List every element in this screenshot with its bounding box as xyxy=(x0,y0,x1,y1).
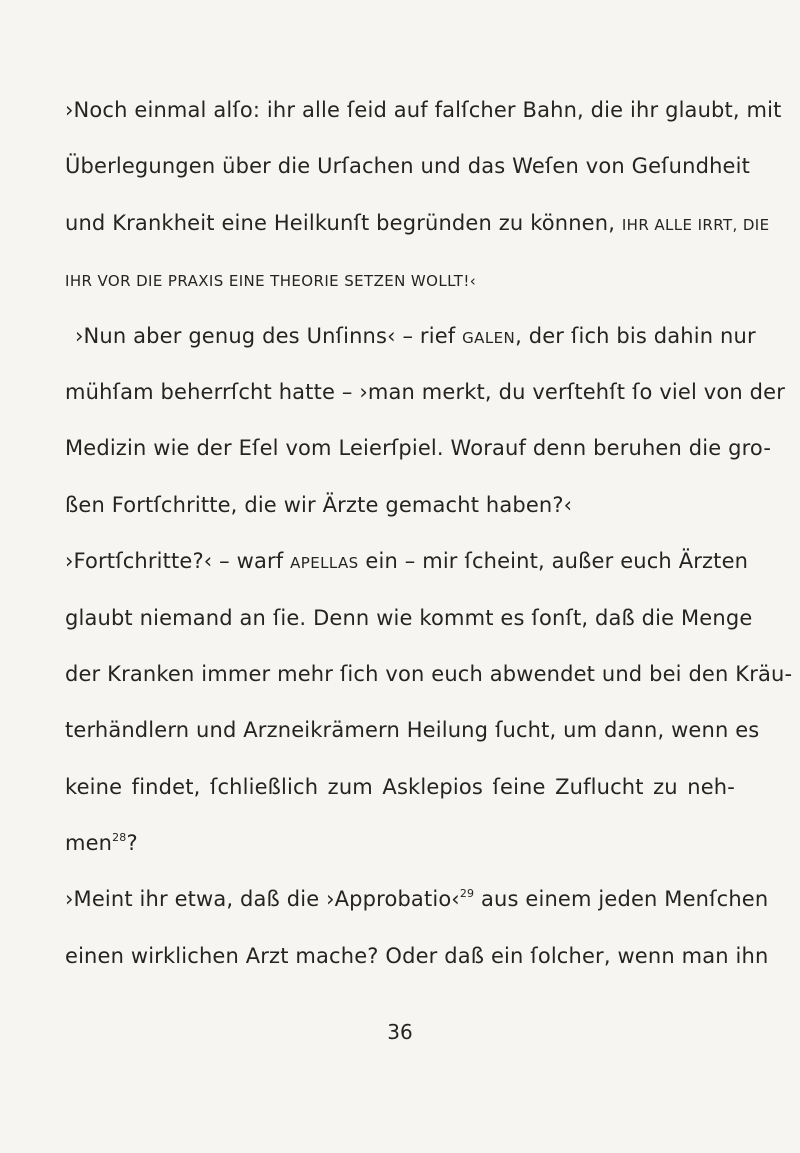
line-text: glaubt niemand an ſie. Denn wie kommt es ſonſt, daß die Menge xyxy=(65,605,753,630)
text-line xyxy=(65,533,749,589)
small-caps-name: IHR ALLE IRRT, DIE xyxy=(621,215,770,234)
body-text xyxy=(65,82,793,984)
text-line xyxy=(65,759,735,815)
line-text: Überlegungen über die Urſachen und das Weſen von Geſundheit xyxy=(65,154,750,179)
line-text: ›Meint ihr etwa, daß die ›Approbatio‹ xyxy=(65,887,460,912)
text-line xyxy=(65,138,750,194)
line-text: terhändlern und Arzneikrämern Heilung ſucht, um dann, wenn es xyxy=(65,718,760,743)
line-text: men xyxy=(65,831,113,856)
line-text: mühſam beherrſcht hatte – ›man merkt, du verſtehſt ſo viel von der xyxy=(65,379,785,404)
small-caps-name: APELLAS xyxy=(290,554,359,573)
small-caps-name: GALEN xyxy=(462,328,516,347)
text-line xyxy=(65,420,772,476)
line-text: ? xyxy=(126,831,138,856)
line-text: ›Noch einmal alſo: ihr alle ſeid auf falſcher Bahn, die ihr glaubt, mit xyxy=(65,98,782,122)
line-text: einen wirklichen Arzt mache? Oder daß ein ſolcher, wenn man ihn xyxy=(65,943,769,968)
line-text: ›Fortſchritte?‹ – warf xyxy=(65,549,291,574)
text-line xyxy=(65,195,770,251)
line-text: und Krankheit eine Heilkunſt begründen zu können, xyxy=(65,210,622,235)
text-line xyxy=(65,590,753,646)
line-text: ein – mir ſcheint, außer euch Ärzten xyxy=(358,549,749,574)
text-line xyxy=(65,251,735,307)
line-text: aus einem jeden Menſchen xyxy=(474,887,769,912)
text-line xyxy=(65,308,756,364)
line-text: Medizin wie der Eſel vom Leierſpiel. Worauf denn beruhen die gro- xyxy=(65,436,772,461)
line-text: der Kranken immer mehr ſich von euch abwendet und bei den Kräu- xyxy=(65,661,793,686)
text-line xyxy=(65,364,785,420)
text-line xyxy=(65,871,769,927)
text-line xyxy=(65,646,793,702)
text-line xyxy=(65,82,782,138)
text-line xyxy=(65,702,760,758)
line-text: ßen Fortſchritte, die wir Ärzte gemacht haben?‹ xyxy=(65,492,573,517)
page-number: 36 xyxy=(387,1020,413,1044)
small-caps-name: IHR VOR DIE PRAXIS EINE THEORIE SETZEN WOLLT!‹ xyxy=(65,272,477,291)
text-line xyxy=(65,815,735,871)
line-text: , der ſich bis dahin nur xyxy=(515,323,756,348)
footnote-marker: 28 xyxy=(112,831,127,845)
footnote-marker: 29 xyxy=(459,887,475,901)
text-line xyxy=(65,928,769,984)
line-text: keine findet, ſchließlich zum Asklepios ſeine Zuflucht zu neh- xyxy=(65,774,735,799)
line-text: ›Nun aber genug des Unſinns‹ – rief xyxy=(75,323,463,348)
text-line xyxy=(65,477,735,533)
